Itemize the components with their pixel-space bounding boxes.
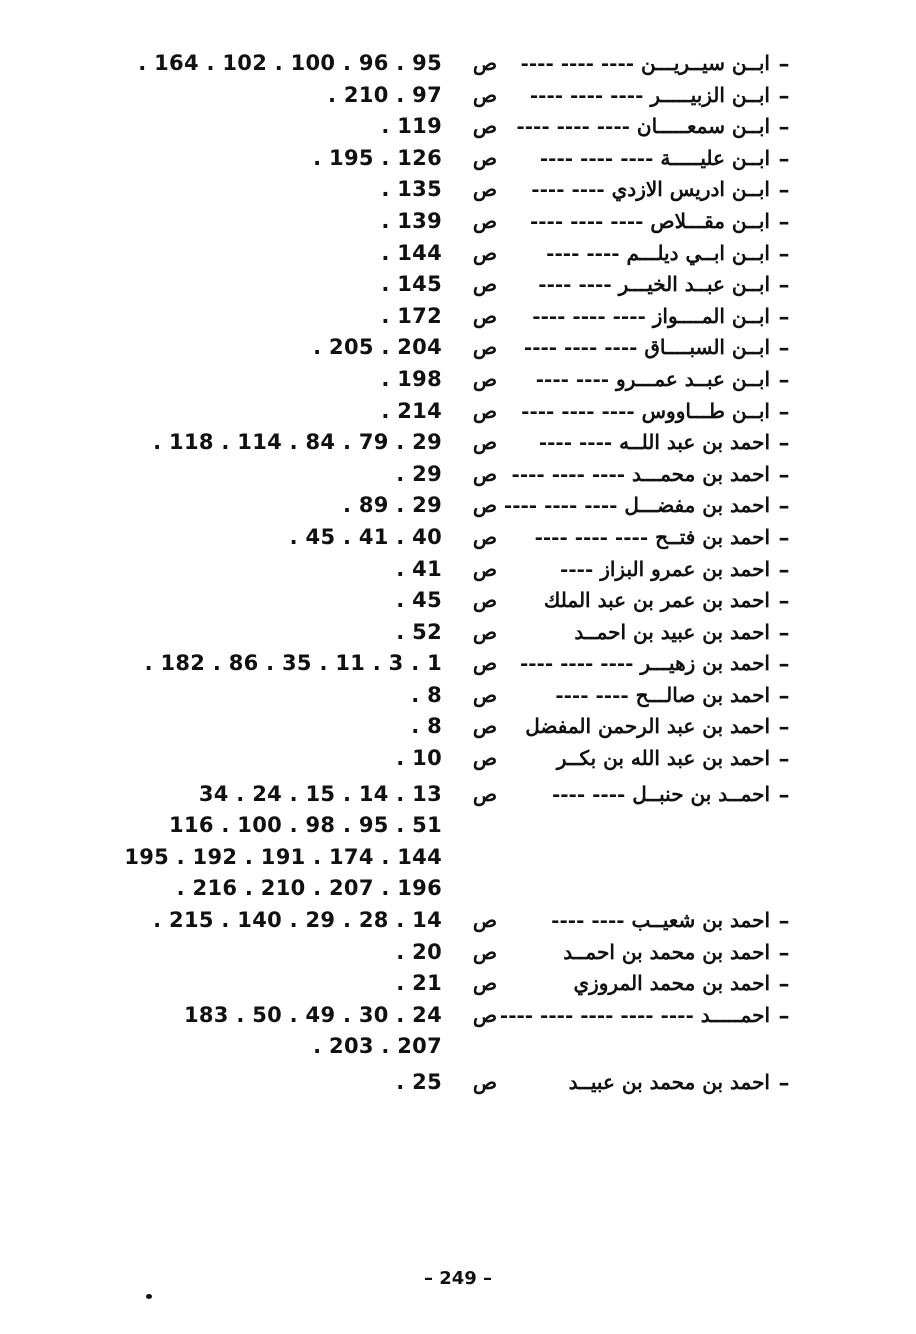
index-entry (0, 1031, 916, 1063)
index-entry (0, 238, 916, 270)
entry-page-numbers: . 119 (381, 114, 442, 139)
index-entry (0, 80, 916, 112)
entry-page-numbers: . 182 . 86 . 35 . 11 . 3 . 1 (144, 651, 442, 676)
page-abbrev: ص (472, 556, 498, 581)
entry-dash: – (778, 746, 790, 773)
entry-page-numbers: . 210 . 97 (328, 82, 442, 107)
entry-page-numbers: . 118 . 114 . 84 . 79 . 29 (153, 430, 442, 455)
page-abbrev: ص (472, 651, 498, 676)
index-entry (0, 743, 916, 775)
page-number: – 249 – (423, 1268, 493, 1289)
index-entry (0, 490, 916, 522)
page-abbrev: ص (472, 335, 498, 360)
entry-name: ابــن سيــريـــن ---- ---- ---- (520, 51, 770, 75)
entry-name: ابــن طـــاووس ---- ---- ---- (521, 398, 770, 423)
entry-name: ابــن ادريس الازدي ---- ---- (531, 177, 770, 202)
entry-page-numbers: . 25 (396, 1070, 442, 1094)
page-abbrev: ص (472, 177, 498, 202)
entry-dash: – (778, 682, 790, 709)
index-entry (0, 842, 916, 874)
page-abbrev: ص (472, 1002, 498, 1027)
entry-page-numbers: . 214 (381, 398, 442, 423)
entry-page-numbers: . 195 . 126 (313, 145, 442, 170)
entry-name: احمد بن محمد بن احمــد (563, 939, 770, 964)
entry-page-numbers: . 144 (381, 240, 442, 265)
index-entry (0, 617, 916, 649)
page-abbrev: ص (472, 51, 498, 75)
entry-dash: – (778, 114, 790, 141)
entry-page-numbers: . 29 (396, 461, 442, 486)
page-abbrev: ص (472, 208, 498, 233)
entry-page-numbers: . 89 . 29 (342, 493, 442, 518)
entry-dash: – (778, 240, 790, 267)
entry-name: ابــن عبــد عمـــرو ---- ---- (535, 366, 770, 391)
page-abbrev: ص (472, 971, 498, 996)
entry-dash: – (778, 939, 790, 966)
entry-name: احمد بن عبيد بن احمــد (574, 619, 770, 644)
entry-dash: – (778, 908, 790, 935)
page-abbrev: ص (472, 461, 498, 486)
entry-name: احمد بن عبد الله بن بكــر (556, 746, 770, 771)
index-entry (0, 332, 916, 364)
page-abbrev: ص (472, 714, 498, 739)
entry-dash: – (778, 208, 790, 235)
index-entry (0, 1000, 916, 1032)
entry-dash: – (778, 335, 790, 362)
entry-page-numbers: 183 . 50 . 49 . 30 . 24 (183, 1002, 442, 1027)
page-abbrev: ص (472, 114, 498, 139)
entry-name: احمد بن محمـــد ---- ---- ---- (511, 461, 770, 486)
entry-name: احمد بن عمرو البزاز ---- (560, 556, 770, 581)
entry-page-numbers: . 20 (396, 939, 442, 964)
index-entry (0, 648, 916, 680)
entry-page-numbers: . 8 (411, 682, 442, 707)
entry-page-numbers: . 45 . 41 . 40 (289, 524, 442, 549)
entry-name: ابــن ابــي ديلـــم ---- ---- (546, 240, 770, 265)
entry-dash: – (778, 51, 790, 77)
index-entry (0, 779, 916, 811)
entry-page-numbers: . 8 (411, 714, 442, 739)
entry-page-numbers: . 215 . 140 . 29 . 28 . 14 (153, 908, 442, 933)
index-entry (0, 396, 916, 428)
entry-dash: – (778, 781, 790, 808)
entry-page-numbers: . 139 (381, 208, 442, 233)
entry-page-numbers: . 203 . 207 (313, 1034, 442, 1059)
index-entry (0, 301, 916, 333)
index-entry (0, 206, 916, 238)
index-entry (0, 585, 916, 617)
entry-name: ابــن المــــواز ---- ---- ---- (532, 303, 770, 328)
entry-page-numbers: . 216 . 210 . 207 . 196 (176, 876, 442, 901)
page-abbrev: ص (472, 588, 498, 613)
entry-page-numbers: . 145 (381, 272, 442, 297)
entry-name: ابــن مقـــلاص ---- ---- ---- (529, 208, 770, 233)
entry-dash: – (778, 430, 790, 457)
entry-dash: – (778, 493, 790, 520)
entry-dash: – (778, 971, 790, 998)
entry-name: احمد بن مفضـــل ---- ---- ---- (503, 493, 770, 518)
entry-page-numbers: . 172 (381, 303, 442, 328)
page-abbrev: ص (472, 682, 498, 707)
page-abbrev: ص (472, 746, 498, 771)
entry-page-numbers: . 198 (381, 366, 442, 391)
page-abbrev: ص (472, 619, 498, 644)
page-abbrev: ص (472, 493, 498, 518)
entry-dash: – (778, 619, 790, 646)
entry-dash: – (778, 651, 790, 678)
entry-dash: – (778, 556, 790, 583)
entry-dash: – (778, 524, 790, 551)
index-entry (0, 905, 916, 937)
page-abbrev: ص (472, 366, 498, 391)
page-abbrev: ص (472, 430, 498, 455)
index-entry (0, 1067, 916, 1099)
index-entry (0, 937, 916, 969)
index-entry (0, 48, 916, 80)
index-entry (0, 143, 916, 175)
entry-dash: – (778, 461, 790, 488)
page-abbrev: ص (472, 524, 498, 549)
entry-name: ابــن السبــــاق ---- ---- ---- (523, 335, 770, 360)
entry-dash: – (778, 1002, 790, 1029)
index-entry (0, 174, 916, 206)
entry-page-numbers: . 21 (396, 971, 442, 996)
page-abbrev: ص (472, 939, 498, 964)
entry-page-numbers: . 135 (381, 177, 442, 202)
page-abbrev: ص (472, 272, 498, 297)
index-entry (0, 968, 916, 1000)
entry-name: احمد بن شعيــب ---- ---- (551, 908, 770, 933)
entry-page-numbers: . 41 (396, 556, 442, 581)
index-entry (0, 522, 916, 554)
entry-name: ابــن عليـــــة ---- ---- ---- (539, 145, 770, 170)
page-abbrev: ص (472, 240, 498, 265)
entry-name: ابــن الزبيـــــر ---- ---- ---- (529, 82, 770, 107)
entry-dash: – (778, 366, 790, 393)
entry-page-numbers: 34 . 24 . 15 . 14 . 13 (198, 781, 442, 806)
index-entry (0, 554, 916, 586)
index-entry (0, 680, 916, 712)
entry-dash: – (778, 588, 790, 615)
entry-page-numbers: . 10 (396, 746, 442, 771)
index-entry (0, 810, 916, 842)
entry-name: احمد بن محمد بن عبيــد (568, 1070, 770, 1094)
entry-dash: – (778, 82, 790, 109)
index-entry (0, 459, 916, 491)
index-entries (0, 48, 916, 1099)
entry-name: احمد بن زهيـــر ---- ---- ---- (519, 651, 770, 676)
index-entry (0, 364, 916, 396)
page-abbrev: ص (472, 781, 498, 806)
entry-dash: – (778, 303, 790, 330)
entry-name: ابــن سمعـــــان ---- ---- ---- (516, 114, 770, 139)
entry-dash: – (778, 1070, 790, 1096)
entry-name: احمد بن فتــح ---- ---- ---- (534, 524, 770, 549)
entry-dash: – (778, 145, 790, 172)
entry-name: احمد بن عبد اللــه ---- ---- (538, 430, 770, 455)
index-entry (0, 269, 916, 301)
ink-speck (146, 1294, 152, 1299)
entry-page-numbers: . 164 . 102 . 100 . 96 . 95 (138, 51, 442, 75)
entry-name: احمد بن صالـــح ---- ---- (555, 682, 770, 707)
entry-name: احمـــــد ---- ---- ---- ---- ---- (499, 1002, 770, 1027)
entry-page-numbers: . 52 (396, 619, 442, 644)
index-entry (0, 873, 916, 905)
entry-dash: – (778, 714, 790, 741)
entry-name: احمد بن عمر بن عبد الملك (543, 588, 770, 613)
index-entry (0, 111, 916, 143)
entry-page-numbers: 195 . 192 . 191 . 174 . 144 (124, 844, 442, 869)
page-abbrev: ص (472, 303, 498, 328)
page-abbrev: ص (472, 1070, 498, 1094)
entry-name: ابــن عبــد الخيـــر ---- ---- (538, 272, 770, 297)
entry-dash: – (778, 398, 790, 425)
page-abbrev: ص (472, 398, 498, 423)
entry-page-numbers: 116 . 100 . 98 . 95 . 51 (169, 813, 442, 838)
entry-name: احمد بن محمد المروزي (573, 971, 770, 996)
page-abbrev: ص (472, 908, 498, 933)
entry-dash: – (778, 177, 790, 204)
entry-name: احمــد بن حنبــل ---- ---- (551, 781, 770, 806)
index-entry (0, 711, 916, 743)
entry-name: احمد بن عبد الرحمن المفضل (525, 714, 770, 739)
entry-page-numbers: . 45 (396, 588, 442, 613)
index-entry (0, 427, 916, 459)
page-abbrev: ص (472, 82, 498, 107)
entry-dash: – (778, 272, 790, 299)
page-abbrev: ص (472, 145, 498, 170)
entry-page-numbers: . 205 . 204 (313, 335, 442, 360)
